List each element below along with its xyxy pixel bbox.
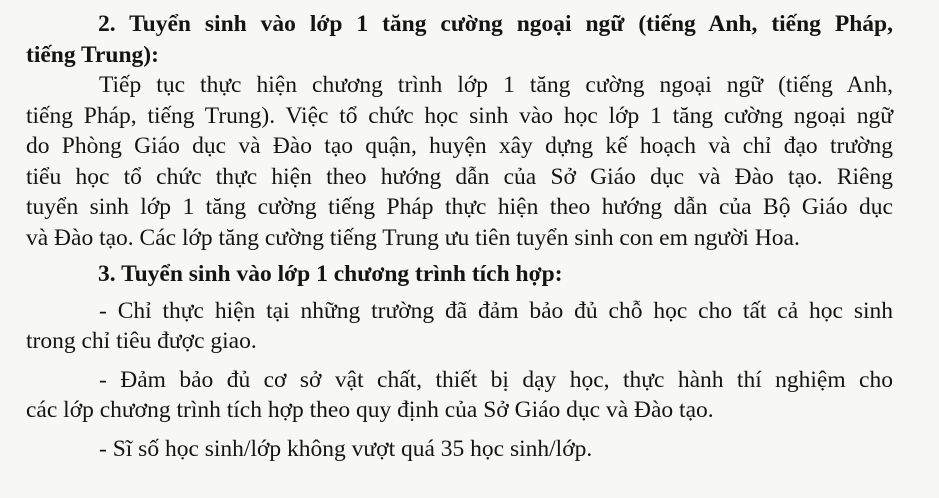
spacer	[26, 426, 893, 434]
section-3-item-1-line-2: trong chỉ tiêu được giao.	[26, 328, 257, 354]
section-3-item-2-line-1: - Đảm bảo đủ cơ sở vật chất, thiết bị dạy học, thực hành thí nghiệm cho	[99, 366, 893, 393]
spacer	[26, 357, 893, 365]
section-3-item-1-line-1: - Chỉ thực hiện tại những trường đã đảm bảo đủ chỗ học cho tất cả học sinh	[99, 297, 893, 324]
section-3-heading: 3. Tuyển sinh vào lớp 1 chương trình tích hợp:	[98, 261, 563, 287]
section-3-item-3-line-1: - Sĩ số học sinh/lớp không vượt quá 35 học sinh/lớp.	[99, 435, 593, 462]
section-2-paragraph-line-6: và Đào tạo. Các lớp tăng cường tiếng Trung ưu tiên tuyển sinh con em người Hoa.	[26, 224, 800, 251]
section-2-paragraph-line-3: do Phòng Giáo dục và Đào tạo quận, huyện xây dựng kế hoạch và chỉ đạo trường	[26, 133, 893, 159]
section-2-heading-line-1: 2. Tuyển sinh vào lớp 1 tăng cường ngoại ngữ (tiếng Anh, tiếng Pháp,	[98, 11, 893, 37]
section-2-paragraph-line-2: tiếng Pháp, tiếng Trung). Việc tổ chức học sinh vào học lớp 1 tăng cường ngoại ngữ	[26, 102, 893, 129]
section-2-paragraph-line-4: tiểu học tổ chức thực hiện theo hướng dẫn của Sở Giáo dục và Đào tạo. Riêng	[26, 163, 893, 190]
section-2-paragraph-line-5: tuyển sinh lớp 1 tăng cường tiếng Pháp thực hiện theo hướng dẫn của Bộ Giáo dục	[26, 194, 893, 220]
section-3-item-2-line-2: các lớp chương trình tích hợp theo quy định của Sở Giáo dục và Đào tạo.	[26, 397, 714, 423]
section-2-heading-line-2: tiếng Trung):	[26, 41, 159, 68]
section-2-paragraph-line-1: Tiếp tục thực hiện chương trình lớp 1 tăng cường ngoại ngữ (tiếng Anh,	[99, 72, 893, 98]
